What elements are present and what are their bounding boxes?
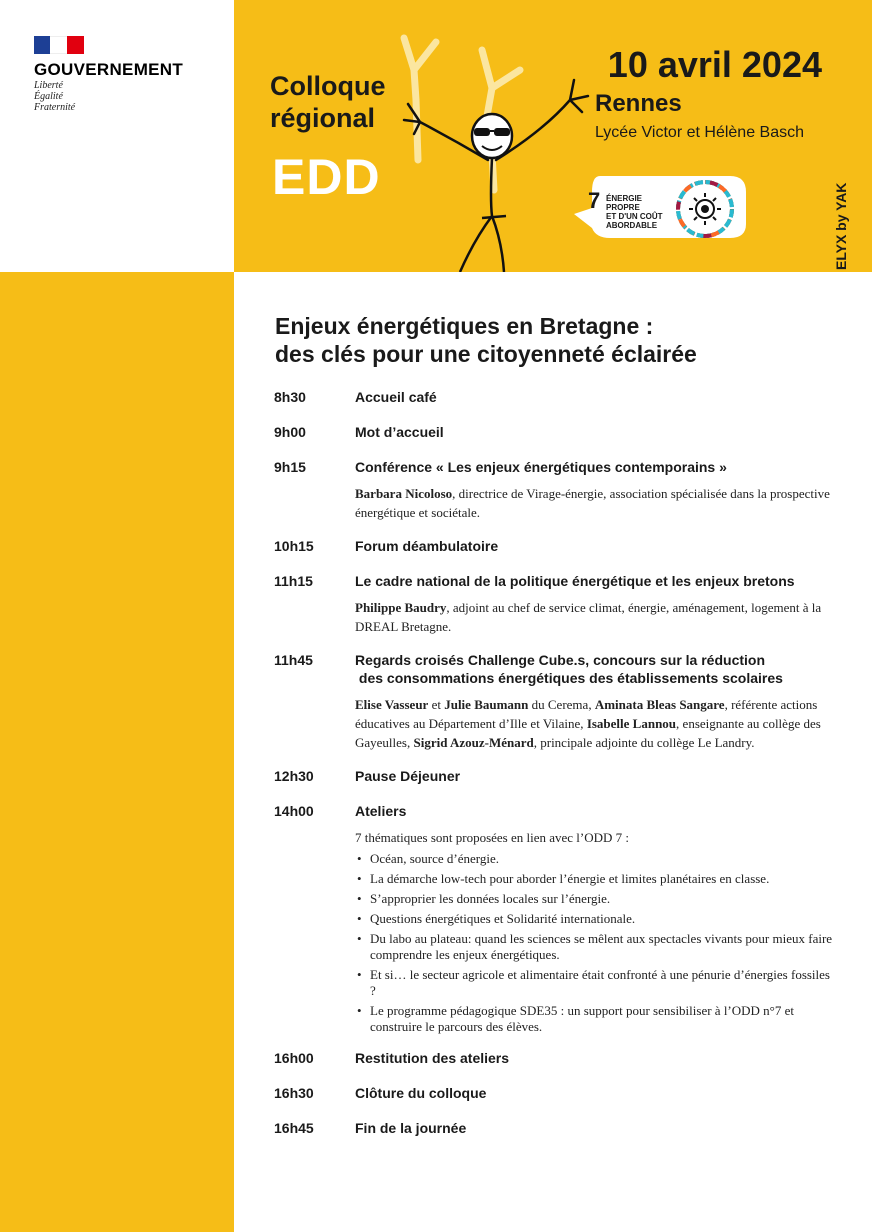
- event-date: 10 avril 2024: [607, 44, 822, 85]
- agenda-time: 11h45: [274, 652, 313, 668]
- speaker-text: et: [428, 697, 445, 712]
- speaker-description: [355, 484, 834, 522]
- agenda: [274, 388, 834, 1137]
- header-banner: [234, 0, 872, 272]
- workshops-intro: 7 thématiques sont proposées en lien avec l’ODD 7 :: [355, 830, 630, 845]
- agenda-item: [274, 388, 834, 406]
- agenda-item: [274, 1119, 834, 1137]
- agenda-label-line-1: Regards croisés Challenge Cube.s, concours sur la réduction: [355, 652, 766, 668]
- agenda-time: 14h00: [274, 803, 314, 819]
- odd-label: [606, 194, 676, 230]
- speaker-name: Aminata Bleas Sangare: [594, 697, 725, 712]
- speaker-name: Elise Vasseur: [355, 697, 429, 712]
- agenda-time: 16h30: [274, 1085, 314, 1101]
- speaker-text: du Cerema,: [528, 697, 595, 712]
- agenda-item: [274, 1049, 834, 1067]
- speakers-description: [355, 695, 834, 752]
- odd-label-line-3: ABORDABLE: [606, 221, 658, 230]
- list-item: • S’approprier les données locales sur l’énergie.: [355, 891, 834, 907]
- event-venue: Lycée Victor et Hélène Basch: [595, 124, 805, 141]
- yellow-sidebar: [0, 272, 234, 1232]
- elyx-artist-text: ELYX by YAK: [833, 182, 849, 270]
- list-item: • La démarche low-tech pour aborder l’énergie et limites planétaires en classe.: [355, 871, 834, 887]
- event-line-2: régional: [270, 103, 376, 133]
- agenda-item: [274, 802, 834, 1035]
- motto-fraternite: Fraternité: [34, 102, 76, 113]
- speaker-name: Sigrid Azouz-Ménard: [413, 735, 534, 750]
- motto-liberte: Liberté: [34, 80, 63, 91]
- agenda-label: Conférence « Les enjeux énergétiques contemporains »: [355, 459, 727, 475]
- agenda-item: [274, 572, 834, 636]
- speaker-role: , adjoint au chef de service climat, énergie, aménagement, logement à la DREAL Bretagne.: [355, 600, 822, 634]
- french-flag-icon: [34, 36, 84, 54]
- speaker-name: Julie Baumann: [444, 697, 529, 712]
- event-city: Rennes: [595, 90, 682, 117]
- agenda-time: 16h45: [274, 1120, 314, 1136]
- agenda-label: Restitution des ateliers: [355, 1050, 510, 1066]
- list-item: • Le programme pédagogique SDE35 : un support pour sensibiliser à l’ODD n°7 et construire le parcours des élèves.: [355, 1003, 834, 1035]
- odd-number: 7: [588, 188, 601, 213]
- speaker-name: Barbara Nicoloso: [355, 486, 453, 501]
- odd-label-line-1: ÉNERGIE PROPRE: [606, 194, 643, 212]
- event-type: [270, 70, 386, 134]
- agenda-label: Clôture du colloque: [355, 1085, 487, 1101]
- agenda-item: [274, 767, 834, 785]
- speaker-name: Isabelle Lannou: [586, 716, 677, 731]
- agenda-time: 16h00: [274, 1050, 314, 1066]
- elyx-by-yak-signature: [826, 156, 854, 272]
- title-line-1: Enjeux énergétiques en Bretagne :: [275, 313, 654, 339]
- government-title: GOUVERNEMENT: [34, 60, 184, 79]
- agenda-time: 9h15: [274, 459, 306, 475]
- agenda-label: [355, 651, 834, 687]
- page-title: [275, 312, 697, 368]
- agenda-label: Mot d’accueil: [355, 424, 444, 440]
- workshops-list: [355, 851, 834, 1035]
- sdg-wheel-icon: [672, 176, 738, 242]
- agenda-label: Ateliers: [355, 803, 407, 819]
- agenda-time: 8h30: [274, 389, 306, 405]
- speaker-text: , principale adjointe du collège Le Landry.: [533, 735, 755, 750]
- event-line-1: Colloque: [270, 71, 386, 101]
- list-item: • Du labo au plateau: quand les sciences se mêlent aux spectacles vivants pour mieux faire comprendre les enjeux énergétiques.: [355, 931, 834, 963]
- government-logo: [34, 36, 214, 113]
- motto-egalite: Égalité: [34, 91, 63, 102]
- speaker-description: [355, 598, 834, 636]
- agenda-time: 12h30: [274, 768, 314, 784]
- agenda-label: Pause Déjeuner: [355, 768, 461, 784]
- agenda-item: [274, 537, 834, 555]
- list-item: • Océan, source d’énergie.: [355, 851, 834, 867]
- agenda-label: Forum déambulatoire: [355, 538, 499, 554]
- agenda-item: [274, 1084, 834, 1102]
- title-line-2: des clés pour une citoyenneté éclairée: [275, 341, 697, 367]
- elyx-figure-illustration: [374, 30, 594, 272]
- agenda-time: 9h00: [274, 424, 306, 440]
- agenda-item: [274, 423, 834, 441]
- agenda-label: Accueil café: [355, 389, 437, 405]
- agenda-label: Le cadre national de la politique énergétique et les enjeux bretons: [355, 573, 795, 589]
- list-item: • Et si… le secteur agricole et alimentaire était confronté à une pénurie d’énergies fossiles ?: [355, 967, 834, 999]
- odd-label-line-2: ET D'UN COÛT: [606, 212, 663, 221]
- agenda-time: 11h15: [274, 573, 313, 589]
- speaker-role: , directrice de Virage-énergie, association spécialisée dans la prospective énergétique et sociétale.: [355, 486, 830, 520]
- agenda-label-line-2: des consommations énergétiques des établissements scolaires: [355, 670, 783, 686]
- speaker-name: Philippe Baudry: [355, 600, 447, 615]
- list-item: • Questions énergétiques et Solidarité internationale.: [355, 911, 834, 927]
- agenda-time: 10h15: [274, 538, 314, 554]
- event-short-title: EDD: [272, 149, 381, 205]
- agenda-item: [274, 651, 834, 752]
- speaker-text: , enseignante au collège des Gayeulles,: [355, 716, 821, 750]
- agenda-label: Fin de la journée: [355, 1120, 467, 1136]
- agenda-item: [274, 458, 834, 522]
- speaker-text: , référente actions éducatives au Département d’Ille et Vilaine,: [355, 697, 818, 731]
